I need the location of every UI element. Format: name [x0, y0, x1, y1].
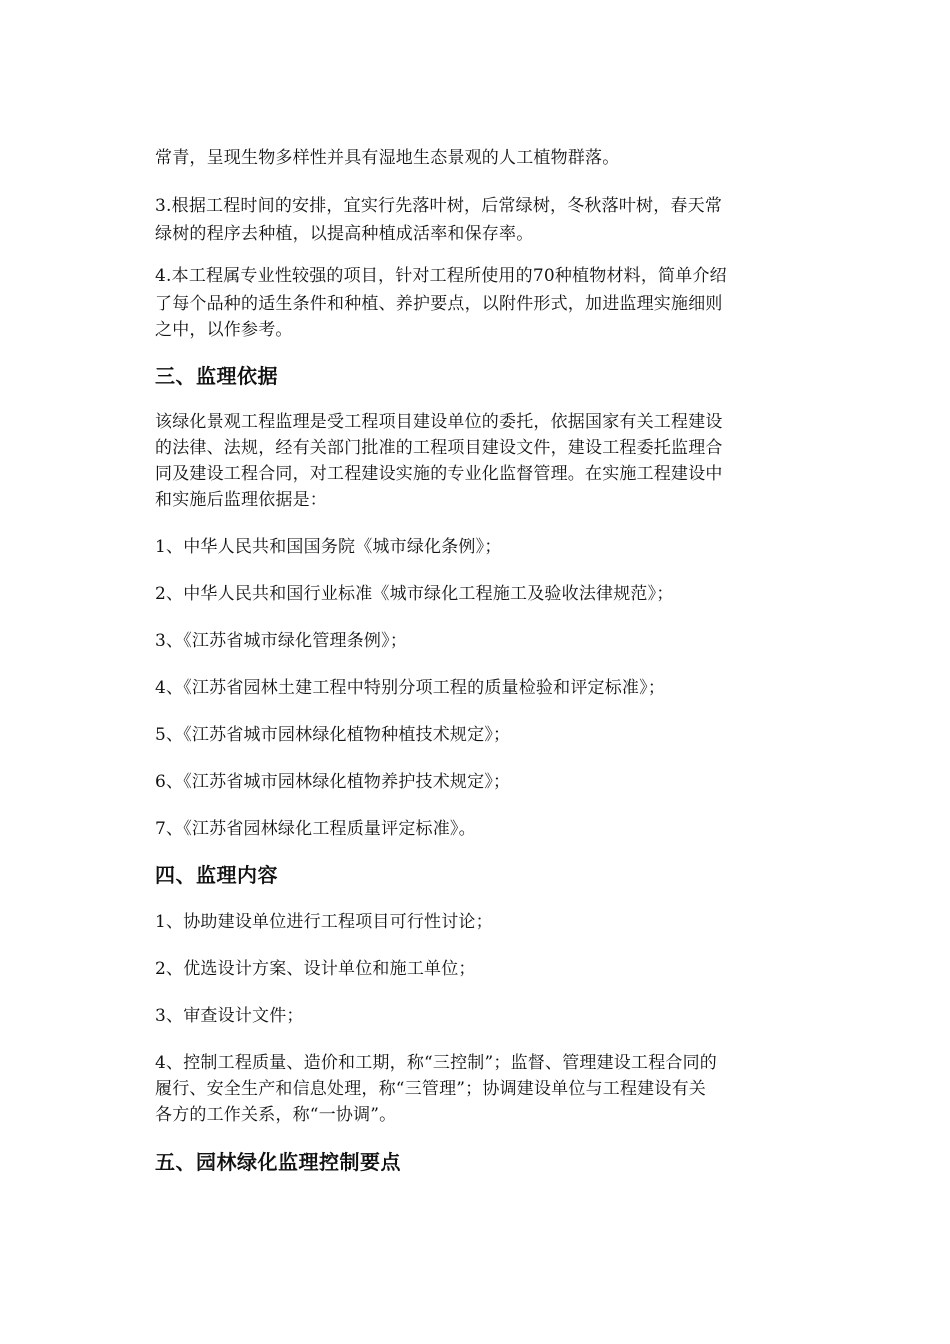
paragraph-line: 和实施后监理依据是：: [155, 490, 327, 510]
paragraph-line: 同及建设工程合同，对工程建设实施的专业化监督管理。在实施工程建设中: [155, 464, 723, 484]
list-item: 3、审查设计文件；: [155, 1006, 304, 1026]
list-item: 4、控制工程质量、造价和工期，称“三控制”；监督、管理建设工程合同的: [155, 1053, 717, 1073]
paragraph-line: 3.根据工程时间的安排，宜实行先落叶树，后常绿树，冬秋落叶树，春天常: [155, 196, 723, 216]
paragraph-line: 该绿化景观工程监理是受工程项目建设单位的委托，依据国家有关工程建设: [155, 412, 723, 432]
list-item: 各方的工作关系，称“一协调”。: [155, 1105, 397, 1125]
paragraph-line: 绿树的程序去种植，以提高种植成活率和保存率。: [155, 224, 534, 244]
list-item: 7、《江苏省园林绿化工程质量评定标准》。: [155, 819, 476, 839]
list-item: 6、《江苏省城市园林绿化植物养护技术规定》；: [155, 772, 511, 792]
list-item: 4、《江苏省园林土建工程中特别分项工程的质量检验和评定标准》；: [155, 678, 666, 698]
section-heading: 三、监理依据: [155, 364, 278, 388]
paragraph-line: 4.本工程属专业性较强的项目，针对工程所使用的70种植物材料，简单介绍: [155, 266, 727, 286]
list-item: 2、优选设计方案、设计单位和施工单位；: [155, 959, 476, 979]
list-item: 1、中华人民共和国国务院《城市绿化条例》；: [155, 537, 502, 557]
paragraph-line: 常青，呈现生物多样性并具有湿地生态景观的人工植物群落。: [155, 148, 620, 168]
paragraph-line: 了每个品种的适生条件和种植、养护要点，以附件形式，加进监理实施细则: [155, 294, 723, 314]
list-item: 3、《江苏省城市绿化管理条例》；: [155, 631, 408, 651]
list-item: 履行、安全生产和信息处理，称“三管理”；协调建设单位与工程建设有关: [155, 1079, 706, 1099]
list-item: 2、中华人民共和国行业标准《城市绿化工程施工及验收法律规范》；: [155, 584, 674, 604]
list-item: 5、《江苏省城市园林绿化植物种植技术规定》；: [155, 725, 511, 745]
paragraph-line: 之中，以作参考。: [155, 320, 293, 340]
list-item: 1、协助建设单位进行工程项目可行性讨论；: [155, 912, 493, 932]
section-heading: 五、园林绿化监理控制要点: [155, 1150, 401, 1174]
section-heading: 四、监理内容: [155, 863, 278, 887]
paragraph-line: 的法律、法规，经有关部门批准的工程项目建设文件，建设工程委托监理合: [155, 438, 723, 458]
